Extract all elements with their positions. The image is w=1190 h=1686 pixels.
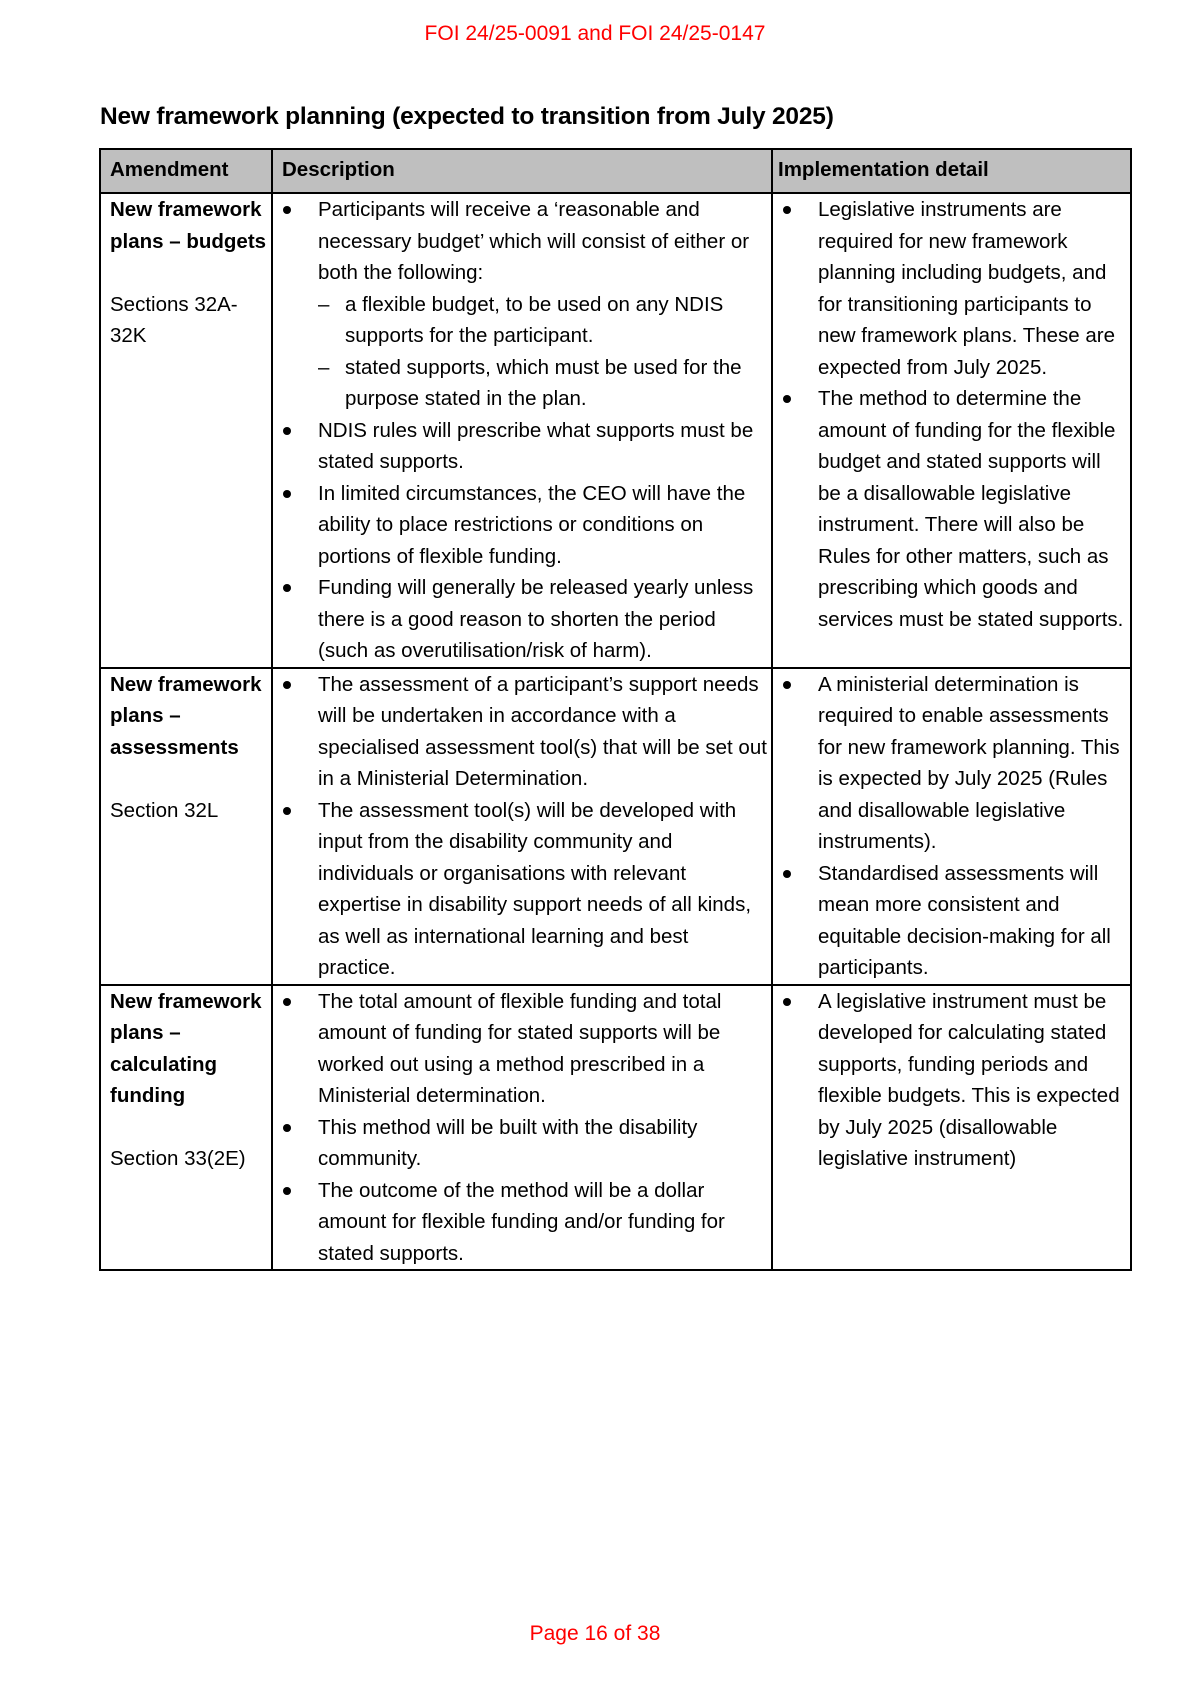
table-row xyxy=(100,985,1131,1271)
description-item: The outcome of the method will be a dollar amount for flexible funding and/or funding for stated supports. xyxy=(282,1175,767,1270)
table-row xyxy=(100,668,1131,985)
description-cell xyxy=(272,668,772,985)
description-item: Participants will receive a ‘reasonable and necessary budget’ which will consist of either or both the following: – a flexible budget, to be used on any NDIS supports for the participant. – stated supports, which must be used for the purpose stated in the plan. xyxy=(282,194,767,415)
implementation-item: A ministerial determination is required to enable assessments for new framework planning. This is expected by July 2025 (Rules and disallowable legislative instruments). xyxy=(782,669,1126,858)
amendment-section: Section 32L xyxy=(110,798,219,822)
amendment-name: New framework plans – calculating funding xyxy=(110,989,262,1107)
amendment-cell xyxy=(100,668,272,985)
column-header-description: Description xyxy=(272,149,772,193)
implementation-item: Legislative instruments are required for new framework planning including budgets, and for transitioning participants to new framework plans. These are expected from July 2025. xyxy=(782,194,1126,383)
amendment-name: New framework plans – assessments xyxy=(110,672,262,759)
amendment-cell xyxy=(100,193,272,668)
description-item: This method will be built with the disability community. xyxy=(282,1112,767,1175)
description-item: NDIS rules will prescribe what supports must be stated supports. xyxy=(282,415,767,478)
description-subitem: – a flexible budget, to be used on any NDIS supports for the participant. xyxy=(318,289,767,352)
description-cell xyxy=(272,985,772,1271)
foi-reference: FOI 24/25-0091 and FOI 24/25-0147 xyxy=(424,22,766,45)
implementation-item: A legislative instrument must be developed for calculating stated supports, funding periods and flexible budgets. This is expected by July 2025 (disallowable legislative instrument) xyxy=(782,986,1126,1175)
amendment-name: New framework plans – budgets xyxy=(110,198,267,253)
description-cell xyxy=(272,193,772,668)
page-number: Page 16 of 38 xyxy=(529,1622,661,1645)
amendment-cell xyxy=(100,985,272,1271)
description-subitem: – stated supports, which must be used for the purpose stated in the plan. xyxy=(318,352,767,415)
table-header-row xyxy=(100,149,1131,193)
description-item: The total amount of flexible funding and total amount of funding for stated supports will be worked out using a method prescribed in a Ministerial determination. xyxy=(282,986,767,1112)
column-header-implementation: Implementation detail xyxy=(772,149,1131,193)
description-item: The assessment of a participant’s support needs will be undertaken in accordance with a specialised assessment tool(s) that will be set out in a Ministerial Determination. xyxy=(282,669,767,795)
amendment-section: Sections 32A-32K xyxy=(110,292,238,347)
description-item: Funding will generally be released yearly unless there is a good reason to shorten the period (such as overutilisation/risk of harm). xyxy=(282,572,767,667)
page-title: New framework planning (expected to transition from July 2025) xyxy=(100,103,834,130)
description-item: In limited circumstances, the CEO will have the ability to place restrictions or conditions on portions of flexible funding. xyxy=(282,478,767,573)
implementation-item: The method to determine the amount of funding for the flexible budget and stated supports will be a disallowable legislative instrument. There will also be Rules for other matters, such as prescribing which goods and services must be stated supports. xyxy=(782,383,1126,635)
implementation-cell xyxy=(772,668,1131,985)
amendment-section: Section 33(2E) xyxy=(110,1147,246,1170)
amendments-table xyxy=(99,148,1132,1271)
description-item: The assessment tool(s) will be developed with input from the disability community and individuals or organisations with relevant expertise in disability support needs of all kinds, as well as international learning and best practice. xyxy=(282,795,767,984)
implementation-cell xyxy=(772,985,1131,1271)
implementation-item: Standardised assessments will mean more consistent and equitable decision-making for all participants. xyxy=(782,858,1126,984)
column-header-amendment: Amendment xyxy=(100,149,272,193)
implementation-cell xyxy=(772,193,1131,668)
table-row xyxy=(100,193,1131,668)
